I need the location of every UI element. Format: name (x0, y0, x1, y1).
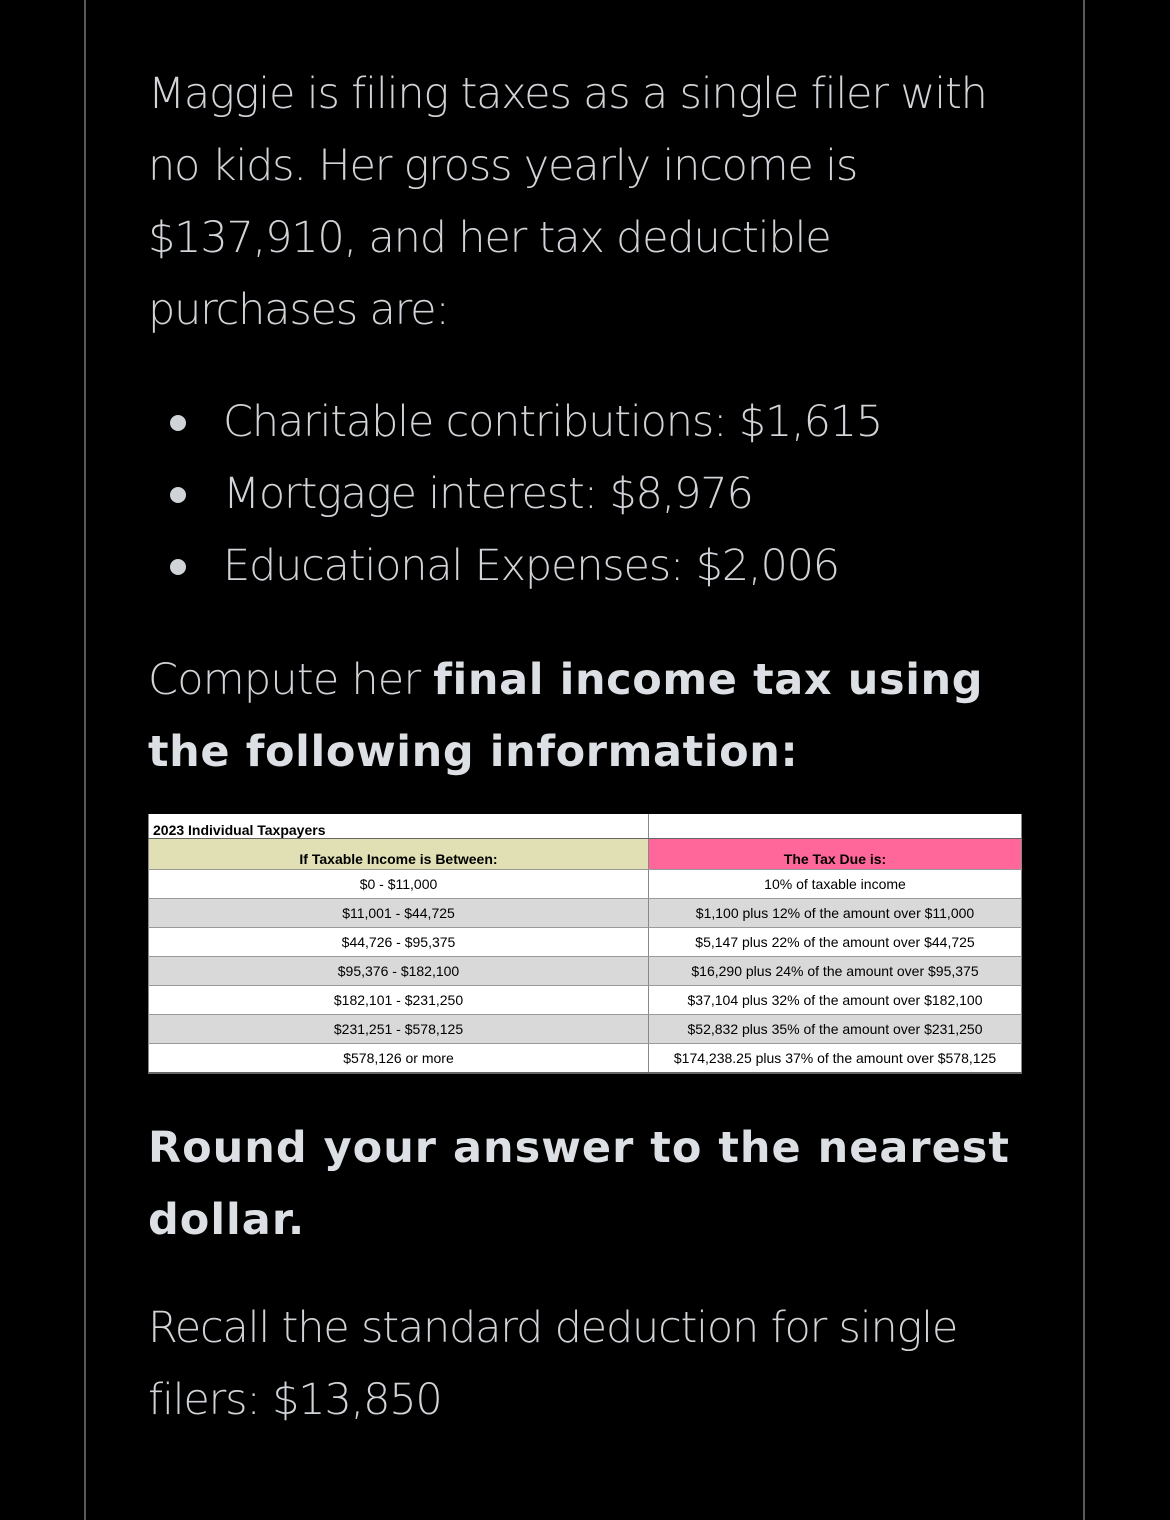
tax-due-cell: $174,238.25 plus 37% of the amount over $578,125 (649, 1044, 1022, 1074)
header-income-range: If Taxable Income is Between: (149, 839, 649, 870)
table-row (149, 1015, 1022, 1044)
income-range-cell: $11,001 - $44,725 (149, 899, 649, 928)
table-row (149, 1044, 1022, 1074)
frame-border-right (1083, 0, 1085, 1520)
table-row (149, 899, 1022, 928)
deduction-item (148, 386, 1048, 458)
bullet-icon (170, 415, 186, 431)
compute-instruction (148, 644, 1048, 788)
tax-due-cell: $52,832 plus 35% of the amount over $231,250 (649, 1015, 1022, 1044)
income-range-cell: $44,726 - $95,375 (149, 928, 649, 957)
bullet-icon (170, 487, 186, 503)
compute-lead: Compute her (148, 655, 434, 705)
tax-bracket-table (148, 814, 1022, 1074)
income-range-cell: $231,251 - $578,125 (149, 1015, 649, 1044)
table-row (149, 870, 1022, 899)
tax-due-cell: 10% of taxable income (649, 870, 1022, 899)
income-range-cell: $0 - $11,000 (149, 870, 649, 899)
deduction-item (148, 530, 1048, 602)
compute-emphasis: final income tax using the following information: (148, 655, 984, 777)
table-row (149, 986, 1022, 1015)
table-title-empty-cell (649, 814, 1022, 839)
table-title-row (149, 814, 1022, 839)
deduction-text: Mortgage interest: $8,976 (223, 469, 753, 519)
standard-deduction-note: Recall the standard deduction for single filers: $13,850 (148, 1303, 958, 1425)
table-header-row (149, 839, 1022, 870)
tax-due-cell: $5,147 plus 22% of the amount over $44,725 (649, 928, 1022, 957)
bullet-icon (170, 559, 186, 575)
table-title: 2023 Individual Taxpayers (149, 814, 649, 839)
tax-due-cell: $37,104 plus 32% of the amount over $182,100 (649, 986, 1022, 1015)
tax-due-cell: $1,100 plus 12% of the amount over $11,000 (649, 899, 1022, 928)
tax-due-cell: $16,290 plus 24% of the amount over $95,375 (649, 957, 1022, 986)
income-range-cell: $95,376 - $182,100 (149, 957, 649, 986)
table-row (149, 928, 1022, 957)
income-range-cell: $578,126 or more (149, 1044, 649, 1074)
table-row (149, 957, 1022, 986)
round-instruction: Round your answer to the nearest dollar. (148, 1123, 1010, 1245)
deduction-text: Educational Expenses: $2,006 (223, 541, 839, 591)
deduction-item (148, 458, 1048, 530)
question-intro: Maggie is filing taxes as a single filer with no kids. Her gross yearly income is $137,910, and her tax deductible purchases are: (148, 69, 987, 335)
question-content (148, 58, 1048, 788)
frame-border-left (84, 0, 86, 1520)
income-range-cell: $182,101 - $231,250 (149, 986, 649, 1015)
header-tax-due: The Tax Due is: (649, 839, 1022, 870)
deductions-list (148, 386, 1048, 602)
deduction-text: Charitable contributions: $1,615 (223, 397, 883, 447)
